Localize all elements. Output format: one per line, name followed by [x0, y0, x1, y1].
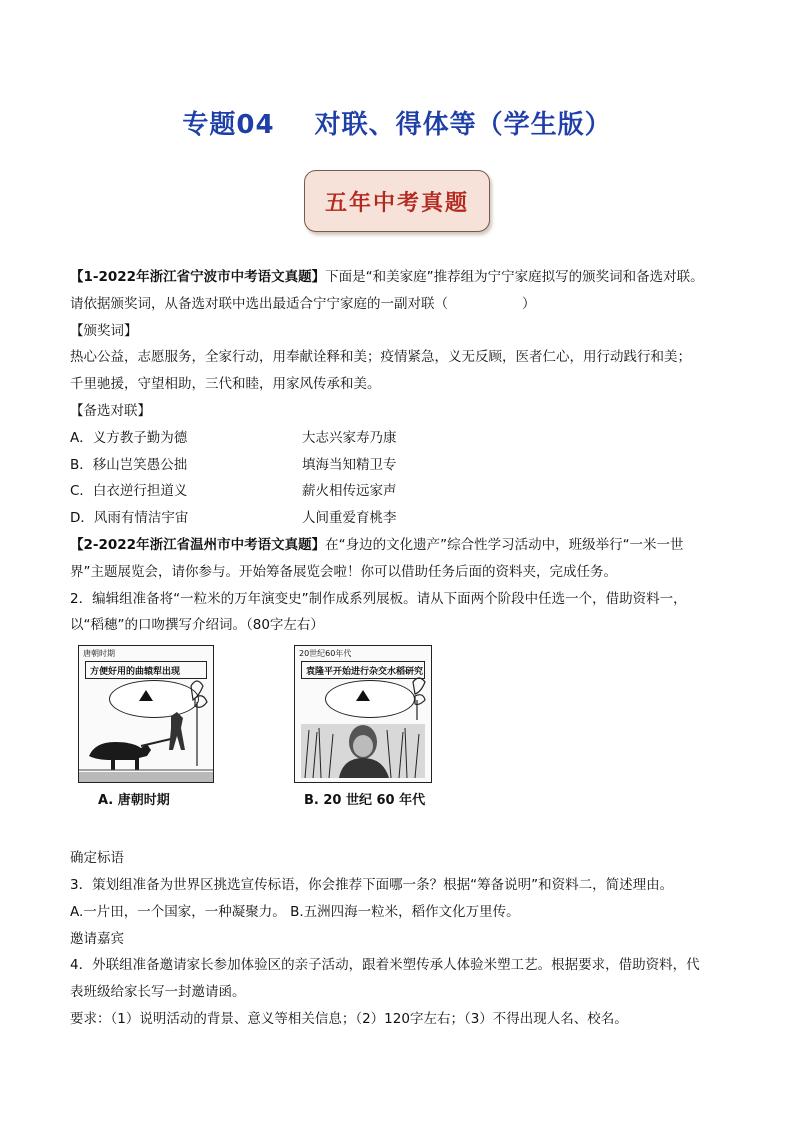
q2-intro: 在“身边的文化遗产”综合性学习活动中，班级举行“一米一世 [325, 536, 684, 553]
rice-field-drawing [295, 646, 431, 782]
img-a-banner: 方便好用的曲辕犁出现 [85, 661, 207, 679]
illustrations [70, 645, 730, 841]
option-c [70, 478, 730, 505]
option-a-first: A．义方教子勤为德 [70, 429, 188, 446]
option-a-second: 大志兴家寿乃康 [302, 429, 397, 446]
section-badge: 五年中考真题 [304, 170, 490, 232]
img-b-head: 20世纪60年代 [299, 649, 352, 659]
task4-line1: 4．外联组准备邀请家长参加体验区的亲子活动，跟着米塑传承人体验米塑工艺。根据要求，借助资料，代 [70, 957, 700, 974]
option-b-first: B．移山岂笑愚公拙 [70, 456, 188, 473]
q1-line2b: ） [522, 295, 536, 312]
q2-intro-2: 界”主题展览会，请你参与。开始筹备展览会啦！你可以借助任务后面的资料夹，完成任务。 [70, 563, 617, 580]
title-part2: 对联、得体等（学生版） [314, 110, 612, 140]
illustration-1960s [294, 645, 432, 783]
task4-line3: 要求：（1）说明活动的背景、意义等相关信息；（2）120字左右；（3）不得出现人名、校名。 [70, 1010, 628, 1027]
img-a-caption: A. 唐朝时期 [98, 793, 170, 809]
img-b-caption: B. 20 世纪 60 年代 [304, 793, 426, 809]
guest-heading: 邀请嘉宾 [70, 930, 124, 947]
option-c-first: C．白衣逆行担道义 [70, 483, 188, 500]
q2-intro-line [70, 532, 730, 559]
option-a [70, 425, 730, 452]
task3-line2: A.一片田，一个国家，一种凝聚力。 B.五洲四海一粒米，稻作文化万里传。 [70, 903, 520, 920]
ox-plow-drawing [79, 646, 213, 782]
img-a-head: 唐朝时期 [83, 649, 115, 659]
slogan-heading: 确定标语 [70, 850, 124, 867]
task3-line1: 3．策划组准备为世界区挑选宣传标语，你会推荐下面哪一条？根据“筹备说明”和资料二，简述理由。 [70, 876, 674, 893]
award-heading: 【颁奖词】 [70, 322, 138, 339]
q1-intro-line [70, 264, 730, 291]
award-text-2: 千里驰援，守望相助，三代和睦，用家风传承和美。 [70, 376, 381, 393]
q1-intro: 下面是“和美家庭”推荐组为宁宁家庭拟写的颁奖词和备选对联。 [325, 269, 704, 285]
q1-source: 【1-2022年浙江省宁波市中考语文真题】 [70, 269, 326, 285]
document-body [70, 264, 730, 1033]
illustration-tang [78, 645, 214, 783]
option-b [70, 452, 730, 479]
option-c-second: 薪火相传远家声 [302, 483, 397, 500]
option-d [70, 505, 730, 532]
img-b-banner: 袁隆平开始进行杂交水稻研究 [301, 661, 425, 679]
option-b-second: 填海当知精卫专 [302, 456, 397, 473]
option-d-second: 人间重爱育桃李 [302, 510, 397, 527]
couplet-heading: 【备选对联】 [70, 402, 151, 419]
task2-line1: 2．编辑组准备将“一粒米的万年演变史”制作成系列展板。请从下面两个阶段中任选一个，借助资料一， [70, 590, 687, 607]
page-title [0, 104, 794, 141]
option-d-first: D．风雨有情洁宇宙 [70, 510, 189, 527]
task2-line2: 以“稻穗”的口吻撰写介绍词。（80字左右） [70, 617, 324, 634]
title-part1: 专题04 [182, 110, 275, 140]
q1-line2a: 请依据颁奖词，从备选对联中选出最适合宁宁家庭的一副对联（ [70, 295, 448, 312]
award-text-1: 热心公益，志愿服务，全家行动，用奉献诠释和美；疫情紧急，义无反顾，医者仁心，用行动践行和美； [70, 349, 691, 366]
task4-line2: 表班级给家长写一封邀请函。 [70, 984, 246, 1001]
q1-line2 [70, 291, 730, 318]
q2-source: 【2-2022年浙江省温州市中考语文真题】 [70, 536, 326, 553]
